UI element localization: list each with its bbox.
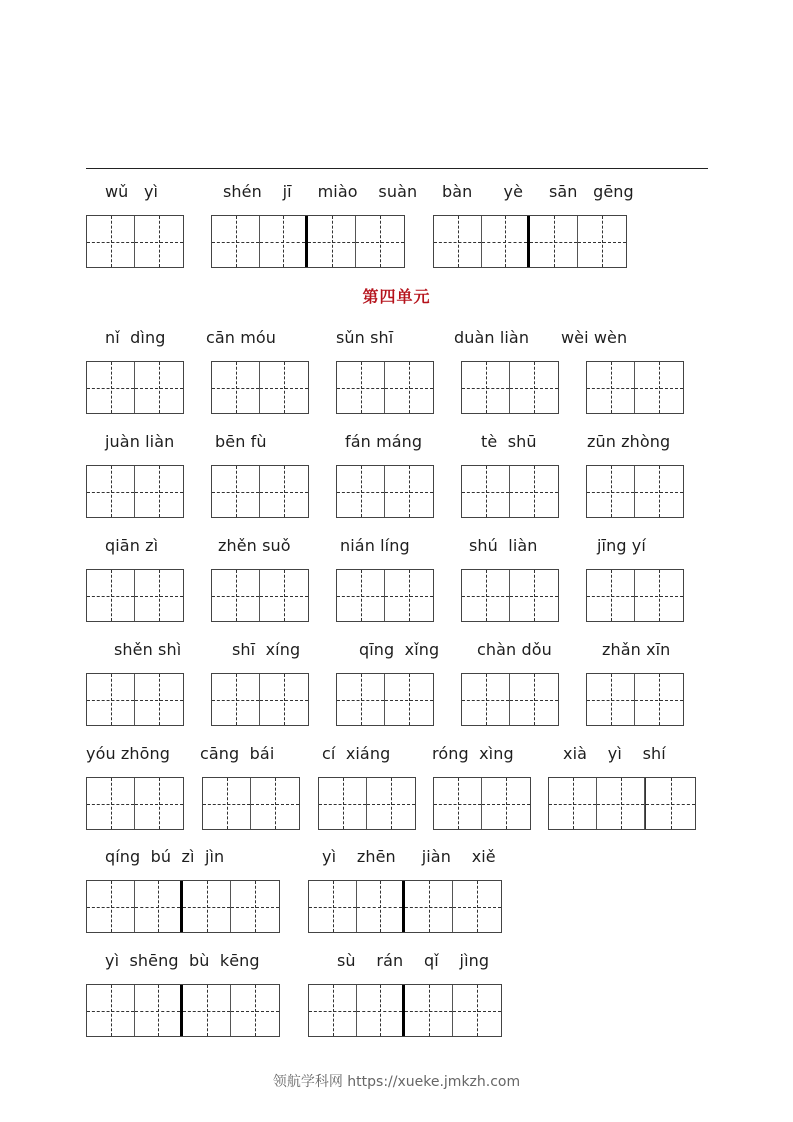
grid-cell[interactable] xyxy=(212,466,260,517)
pinyin-label: cí xiáng xyxy=(322,744,391,763)
grid-cell[interactable] xyxy=(337,362,385,413)
pinyin-label: chàn dǒu xyxy=(477,640,552,659)
pinyin-label: zūn zhòng xyxy=(587,432,671,451)
writing-grid[interactable] xyxy=(86,673,184,726)
pinyin-label: nián líng xyxy=(340,536,410,555)
pinyin-label: zhǎn xīn xyxy=(602,640,671,659)
pinyin-label: bēn fù xyxy=(215,432,267,451)
grid-cell[interactable] xyxy=(319,778,367,829)
grid-cell[interactable] xyxy=(212,216,260,267)
pinyin-label: qīng xǐng xyxy=(359,640,440,659)
writing-grid[interactable] xyxy=(548,777,696,830)
unit-title: 第四单元 xyxy=(362,287,431,306)
pinyin-label: sù rán qǐ jìng xyxy=(337,951,490,970)
grid-cell[interactable] xyxy=(462,362,510,413)
grid-cell[interactable] xyxy=(260,570,308,621)
grid-cell[interactable] xyxy=(635,570,683,621)
pinyin-label: róng xìng xyxy=(432,744,514,763)
pinyin-label: shī xíng xyxy=(232,640,301,659)
grid-cell[interactable] xyxy=(87,674,135,725)
grid-cell[interactable] xyxy=(135,985,183,1036)
grid-cell[interactable] xyxy=(549,778,597,829)
grid-cell[interactable] xyxy=(434,778,482,829)
grid-cell[interactable] xyxy=(367,778,415,829)
pinyin-label: shú liàn xyxy=(469,536,538,555)
grid-cell[interactable] xyxy=(231,985,279,1036)
writing-grid[interactable] xyxy=(211,673,309,726)
grid-cell[interactable] xyxy=(87,466,135,517)
grid-cell[interactable] xyxy=(251,778,299,829)
grid-cell[interactable] xyxy=(462,674,510,725)
grid-cell[interactable] xyxy=(482,216,530,267)
writing-grid[interactable] xyxy=(433,215,627,268)
grid-cell[interactable] xyxy=(356,216,404,267)
writing-grid[interactable] xyxy=(461,361,559,414)
writing-grid[interactable] xyxy=(202,777,300,830)
pinyin-label: zhěn suǒ xyxy=(218,536,291,555)
writing-grid[interactable] xyxy=(586,569,684,622)
grid-cell[interactable] xyxy=(309,985,357,1036)
grid-cell[interactable] xyxy=(587,674,635,725)
footer-watermark: 领航学科网 https://xueke.jmkzh.com xyxy=(272,1074,521,1090)
grid-cell[interactable] xyxy=(183,881,231,932)
grid-cell[interactable] xyxy=(462,570,510,621)
writing-grid[interactable] xyxy=(86,465,184,518)
pinyin-label: fán máng xyxy=(345,432,423,451)
grid-cell[interactable] xyxy=(587,362,635,413)
grid-cell[interactable] xyxy=(510,466,558,517)
writing-grid[interactable] xyxy=(336,569,434,622)
grid-cell[interactable] xyxy=(578,216,626,267)
writing-grid[interactable] xyxy=(308,984,502,1037)
writing-grid[interactable] xyxy=(318,777,416,830)
pinyin-label: wǔ yì xyxy=(105,182,159,201)
grid-cell[interactable] xyxy=(405,881,453,932)
writing-grid[interactable] xyxy=(86,569,184,622)
grid-cell[interactable] xyxy=(260,466,308,517)
grid-cell[interactable] xyxy=(135,778,183,829)
grid-cell[interactable] xyxy=(337,570,385,621)
grid-cell[interactable] xyxy=(434,216,482,267)
grid-cell[interactable] xyxy=(212,362,260,413)
grid-cell[interactable] xyxy=(405,985,453,1036)
pinyin-label: duàn liàn xyxy=(454,328,530,347)
grid-cell[interactable] xyxy=(135,466,183,517)
grid-cell[interactable] xyxy=(337,674,385,725)
writing-grid[interactable] xyxy=(211,215,405,268)
grid-cell[interactable] xyxy=(645,778,695,829)
pinyin-label: jīng yí xyxy=(597,536,646,555)
grid-cell[interactable] xyxy=(183,985,231,1036)
writing-grid[interactable] xyxy=(461,673,559,726)
writing-grid[interactable] xyxy=(433,777,531,830)
writing-grid[interactable] xyxy=(586,465,684,518)
grid-cell[interactable] xyxy=(385,466,433,517)
grid-cell[interactable] xyxy=(462,466,510,517)
grid-cell[interactable] xyxy=(357,881,405,932)
writing-grid[interactable] xyxy=(586,361,684,414)
pinyin-label: wèi wèn xyxy=(561,328,628,347)
pinyin-label: cāng bái xyxy=(200,744,275,763)
grid-cell[interactable] xyxy=(135,216,183,267)
grid-cell[interactable] xyxy=(635,674,683,725)
grid-cell[interactable] xyxy=(135,674,183,725)
grid-cell[interactable] xyxy=(260,362,308,413)
grid-cell[interactable] xyxy=(87,570,135,621)
pinyin-label: xià yì shí xyxy=(563,744,666,763)
pinyin-label: sǔn shī xyxy=(336,328,394,347)
grid-cell[interactable] xyxy=(510,570,558,621)
grid-cell[interactable] xyxy=(587,466,635,517)
grid-cell[interactable] xyxy=(212,674,260,725)
grid-cell[interactable] xyxy=(587,570,635,621)
grid-cell[interactable] xyxy=(357,985,405,1036)
writing-grid[interactable] xyxy=(336,673,434,726)
writing-grid[interactable] xyxy=(461,465,559,518)
grid-cell[interactable] xyxy=(309,881,357,932)
grid-cell[interactable] xyxy=(635,362,683,413)
writing-grid[interactable] xyxy=(86,215,184,268)
grid-cell[interactable] xyxy=(87,778,135,829)
pinyin-label: yì shēng bù kēng xyxy=(105,951,260,970)
grid-cell[interactable] xyxy=(385,570,433,621)
grid-cell[interactable] xyxy=(87,985,135,1036)
writing-grid[interactable] xyxy=(336,361,434,414)
grid-cell[interactable] xyxy=(453,985,501,1036)
grid-cell[interactable] xyxy=(510,362,558,413)
writing-grid[interactable] xyxy=(86,777,184,830)
writing-grid[interactable] xyxy=(586,673,684,726)
grid-cell[interactable] xyxy=(87,881,135,932)
grid-cell[interactable] xyxy=(385,362,433,413)
writing-grid[interactable] xyxy=(461,569,559,622)
grid-cell[interactable] xyxy=(135,881,183,932)
pinyin-label: juàn liàn xyxy=(105,432,175,451)
pinyin-label: shěn shì xyxy=(114,640,182,659)
pinyin-label: cān móu xyxy=(206,328,277,347)
writing-grid[interactable] xyxy=(211,465,309,518)
grid-cell[interactable] xyxy=(260,216,308,267)
writing-grid[interactable] xyxy=(211,361,309,414)
writing-grid[interactable] xyxy=(308,880,502,933)
grid-cell[interactable] xyxy=(337,466,385,517)
grid-cell[interactable] xyxy=(260,674,308,725)
pinyin-label: qiān zì xyxy=(105,536,159,555)
grid-cell[interactable] xyxy=(203,778,251,829)
pinyin-label: yì zhēn jiàn xiě xyxy=(322,847,496,866)
writing-grid[interactable] xyxy=(86,984,280,1037)
pinyin-label: bàn yè sān gēng xyxy=(442,182,634,201)
grid-cell[interactable] xyxy=(530,216,578,267)
grid-cell[interactable] xyxy=(231,881,279,932)
grid-cell[interactable] xyxy=(597,778,645,829)
writing-grid[interactable] xyxy=(336,465,434,518)
pinyin-label: nǐ dìng xyxy=(105,328,166,347)
grid-cell[interactable] xyxy=(308,216,356,267)
grid-cell[interactable] xyxy=(87,362,135,413)
grid-cell[interactable] xyxy=(482,778,530,829)
grid-cell[interactable] xyxy=(135,362,183,413)
pinyin-label: tè shū xyxy=(481,432,537,451)
grid-cell[interactable] xyxy=(510,674,558,725)
pinyin-label: yóu zhōng xyxy=(86,744,171,763)
grid-cell[interactable] xyxy=(635,466,683,517)
writing-grid[interactable] xyxy=(211,569,309,622)
grid-cell[interactable] xyxy=(135,570,183,621)
writing-grid[interactable] xyxy=(86,880,280,933)
writing-grid[interactable] xyxy=(86,361,184,414)
header-divider xyxy=(86,168,708,169)
pinyin-label: shén jī miào suàn xyxy=(223,182,418,201)
grid-cell[interactable] xyxy=(453,881,501,932)
grid-cell[interactable] xyxy=(87,216,135,267)
pinyin-label: qíng bú zì jìn xyxy=(105,847,225,866)
grid-cell[interactable] xyxy=(212,570,260,621)
grid-cell[interactable] xyxy=(385,674,433,725)
